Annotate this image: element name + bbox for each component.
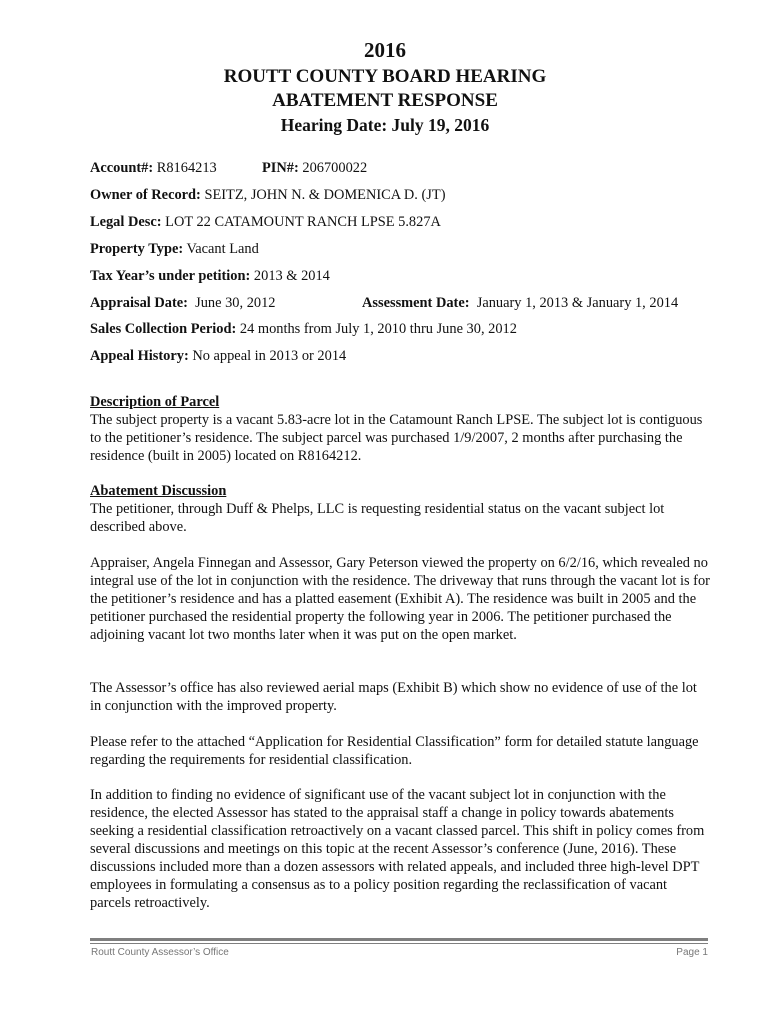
legal-desc-value: LOT 22 CATAMOUNT RANCH LPSE 5.827A bbox=[165, 214, 441, 230]
account-label: Account#: bbox=[90, 160, 154, 176]
assessment-date-value: January 1, 2013 & January 1, 2014 bbox=[476, 295, 679, 311]
legal-desc-label: Legal Desc: bbox=[90, 214, 162, 230]
paragraph: Appraiser, Angela Finnegan and Assessor, Gary Peterson viewed the property on 6/2/16, which revealed no integral use of the lot in conjunction with the residence. The driveway that runs through the vacant lot is for the petitioner’s residence and has a platted easement (Exhibit A). The residence was built in 2005 and the petitioner purchased the residential property the following year in 2006. The petitioner purchased the adjoining vacant lot two months later when it was put on the open market. bbox=[90, 555, 710, 643]
hearing-date: Hearing Date: July 19, 2016 bbox=[280, 115, 490, 135]
appeal-history-row bbox=[90, 348, 346, 365]
appraisal-date-row bbox=[90, 295, 275, 312]
document-year: 2016 bbox=[364, 38, 406, 62]
appeal-history-value: No appeal in 2013 or 2014 bbox=[192, 348, 347, 364]
sales-period-label: Sales Collection Period: bbox=[90, 321, 237, 337]
property-type-row bbox=[90, 241, 259, 258]
appraisal-date-value: June 30, 2012 bbox=[195, 295, 276, 311]
assessment-date-label: Assessment Date: bbox=[362, 295, 470, 311]
paragraph: Please refer to the attached “Application for Residential Classification” form for detailed statute language regarding the requirements for residential classification. bbox=[90, 734, 699, 768]
tax-year-label: Tax Year’s under petition: bbox=[90, 268, 251, 284]
footer-page-number: Page 1 bbox=[676, 947, 708, 958]
discussion-heading: Abatement Discussion bbox=[90, 483, 227, 499]
document-title-line1: ROUTT COUNTY BOARD HEARING bbox=[223, 66, 547, 87]
pin-value: 206700022 bbox=[302, 160, 368, 176]
tax-year-row bbox=[90, 268, 330, 285]
tax-year-value: 2013 & 2014 bbox=[253, 268, 330, 284]
description-section bbox=[90, 393, 710, 465]
pin-label: PIN#: bbox=[262, 160, 299, 176]
sales-period-row bbox=[90, 321, 517, 338]
legal-desc-row bbox=[90, 214, 441, 231]
footer-rule-thin bbox=[90, 943, 708, 944]
appeal-history-label: Appeal History: bbox=[90, 348, 189, 364]
footer-office: Routt County Assessor’s Office bbox=[91, 947, 229, 958]
discussion-section bbox=[90, 482, 710, 536]
document-title-line2: ABATEMENT RESPONSE bbox=[272, 90, 498, 111]
sales-period-value: 24 months from July 1, 2010 thru June 30, 2012 bbox=[239, 321, 517, 337]
discussion-text: The petitioner, through Duff & Phelps, LLC is requesting residential status on the vacant subject lot described above. bbox=[90, 501, 665, 535]
pin-row bbox=[262, 160, 367, 177]
appraisal-date-label: Appraisal Date: bbox=[90, 295, 188, 311]
footer-rule bbox=[90, 938, 708, 941]
owner-label: Owner of Record: bbox=[90, 187, 201, 203]
account-row bbox=[90, 160, 217, 177]
account-value: R8164213 bbox=[156, 160, 217, 176]
assessment-date-row bbox=[362, 295, 678, 312]
description-text: The subject property is a vacant 5.83-acre lot in the Catamount Ranch LPSE. The subject lot is contiguous to the petitioner’s residence. The subject parcel was purchased 1/9/2007, 2 months after purchasing the residence (built in 2005) located on R8164212. bbox=[90, 412, 703, 464]
description-heading: Description of Parcel bbox=[90, 394, 220, 410]
property-type-label: Property Type: bbox=[90, 241, 184, 257]
property-type-value: Vacant Land bbox=[186, 241, 259, 257]
paragraph: In addition to finding no evidence of significant use of the vacant subject lot in conjunction with the residence, the elected Assessor has stated to the appraisal staff a change in policy towards abatements seeking a residential classification retroactively on a vacant classed parcel. This shift in policy comes from several discussions and meetings on this topic at the recent Assessor’s conference (June, 2016). These discussions included more than a dozen assessors with related appeals, and included three high-level DPT employees in formulating a consensus as to a policy position regarding the reclassification of vacant parcels retroactively. bbox=[90, 787, 705, 911]
owner-value: SEITZ, JOHN N. & DOMENICA D. (JT) bbox=[204, 187, 446, 203]
owner-row bbox=[90, 187, 445, 204]
paragraph: The Assessor’s office has also reviewed aerial maps (Exhibit B) which show no evidence of use of the lot in conjunction with the improved property. bbox=[90, 680, 697, 714]
